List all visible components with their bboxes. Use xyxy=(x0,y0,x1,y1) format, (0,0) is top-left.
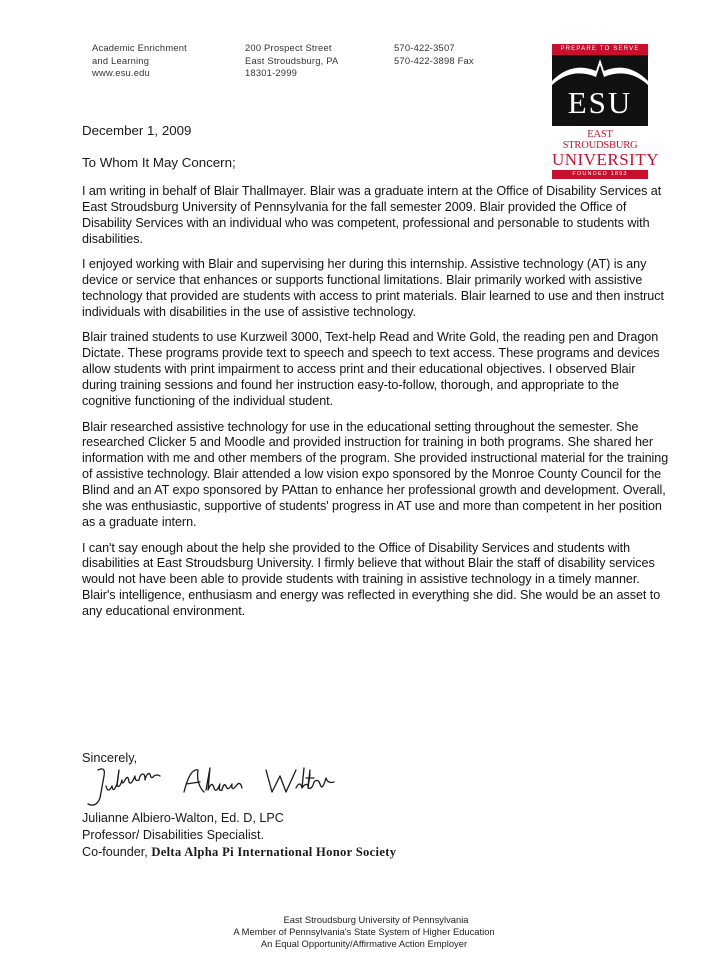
logo-tagline: PREPARE TO SERVE xyxy=(552,44,648,55)
body-paragraph: Blair trained students to use Kurzweil 3000, Text-help Read and Write Gold, the reading pen and Dragon Dictate. These programs provide text to speech and speech to text access. These programs and devices allow students with print impairment to access print and their educational objectives. I observed Blair during training sessions and found her instruction easy-to-follow, thorough, and appropriate to the cognitive functioning of the individual student. xyxy=(82,330,660,409)
letter-closing: Sincerely, xyxy=(82,750,138,765)
fax-number: 570-422-3898 Fax xyxy=(394,54,474,66)
footer-line: An Equal Opportunity/Affirmative Action Employer xyxy=(260,938,468,949)
logo-mark xyxy=(552,55,648,126)
letterhead-footer xyxy=(0,914,728,950)
university-logo xyxy=(552,44,659,177)
cofounder-label: Co-founder, xyxy=(82,845,152,859)
address-line: 200 Prospect Street xyxy=(245,42,332,53)
letter-date: December 1, 2009 xyxy=(82,123,192,138)
office-line: and Learning xyxy=(92,54,150,66)
footer-line: East Stroudsburg University of Pennsylvania xyxy=(283,914,469,925)
signer-title: Professor/ Disabilities Specialist. xyxy=(82,828,264,842)
letter-body xyxy=(82,184,670,630)
signer-block xyxy=(82,810,396,861)
office-line: Academic Enrichment xyxy=(92,42,187,53)
body-paragraph: I can't say enough about the help she provided to the Office of Disability Services and students with disabilities at East Stroudsburg University. I firmly believe that without Blair the staff of disability services would not have been able to provide students with training in assistive technology in a timely manner. Blair's intelligence, enthusiasm and energy was reflected in everything she did. She would be an asset to any educational environment. xyxy=(82,540,661,619)
honor-society-name: Delta Alpha Pi International Honor Society xyxy=(151,845,397,859)
letter-salutation: To Whom It May Concern; xyxy=(82,155,236,170)
letterhead-phone xyxy=(394,42,474,67)
letterhead-office xyxy=(92,42,187,80)
address-line: 18301-2999 xyxy=(245,67,298,79)
signer-name: Julianne Albiero-Walton, Ed. D, LPC xyxy=(82,811,284,825)
logo-name-line2: UNIVERSITY xyxy=(552,150,659,169)
body-paragraph: I am writing in behalf of Blair Thallmayer. Blair was a graduate intern at the Office of Disability Services at East Stroudsburg University of Pennsylvania for the fall semester 2009. Blair provided the Office of Disability Services with an individual who was competent, professional and personable to students with disabilities. xyxy=(82,184,662,246)
website-text: www.esu.edu xyxy=(92,67,150,79)
signer-affiliation xyxy=(82,844,396,861)
logo-monogram: ESU xyxy=(567,85,633,120)
phone-number: 570-422-3507 xyxy=(394,42,455,53)
letterhead-address xyxy=(245,42,338,80)
handwritten-signature xyxy=(80,764,400,810)
footer-line: A Member of Pennsylvania's State System of Higher Education xyxy=(233,926,495,937)
body-paragraph: Blair researched assistive technology for use in the educational setting throughout the semester. She researched Clicker 5 and Moodle and provided instruction for training in both programs. She shared her information with me and other members of the program. She provided instructional material for the training of assistive technology. Blair attended a low vision expo sponsored by the Monroe County Council for the Blind and an AT expo sponsored by PAttan to enhance her professional growth and development. Overall, she was enthusiastic, supportive of students' progress in AT use and more than competent in her position as a graduate intern. xyxy=(82,419,669,529)
logo-founded: FOUNDED 1893 xyxy=(552,170,648,179)
body-paragraph: I enjoyed working with Blair and supervising her during this internship. Assistive technology (AT) is any device or service that enhances or supports functional limitations. Blair primarily worked with assistive technology that provided are students with access to print materials. Blair learned to use and then instruct individuals with disabilities in the use of assistive technology. xyxy=(82,257,664,319)
address-line: East Stroudsburg, PA xyxy=(245,54,339,66)
logo-name-line1: EAST STROUDSBURG xyxy=(562,129,638,151)
